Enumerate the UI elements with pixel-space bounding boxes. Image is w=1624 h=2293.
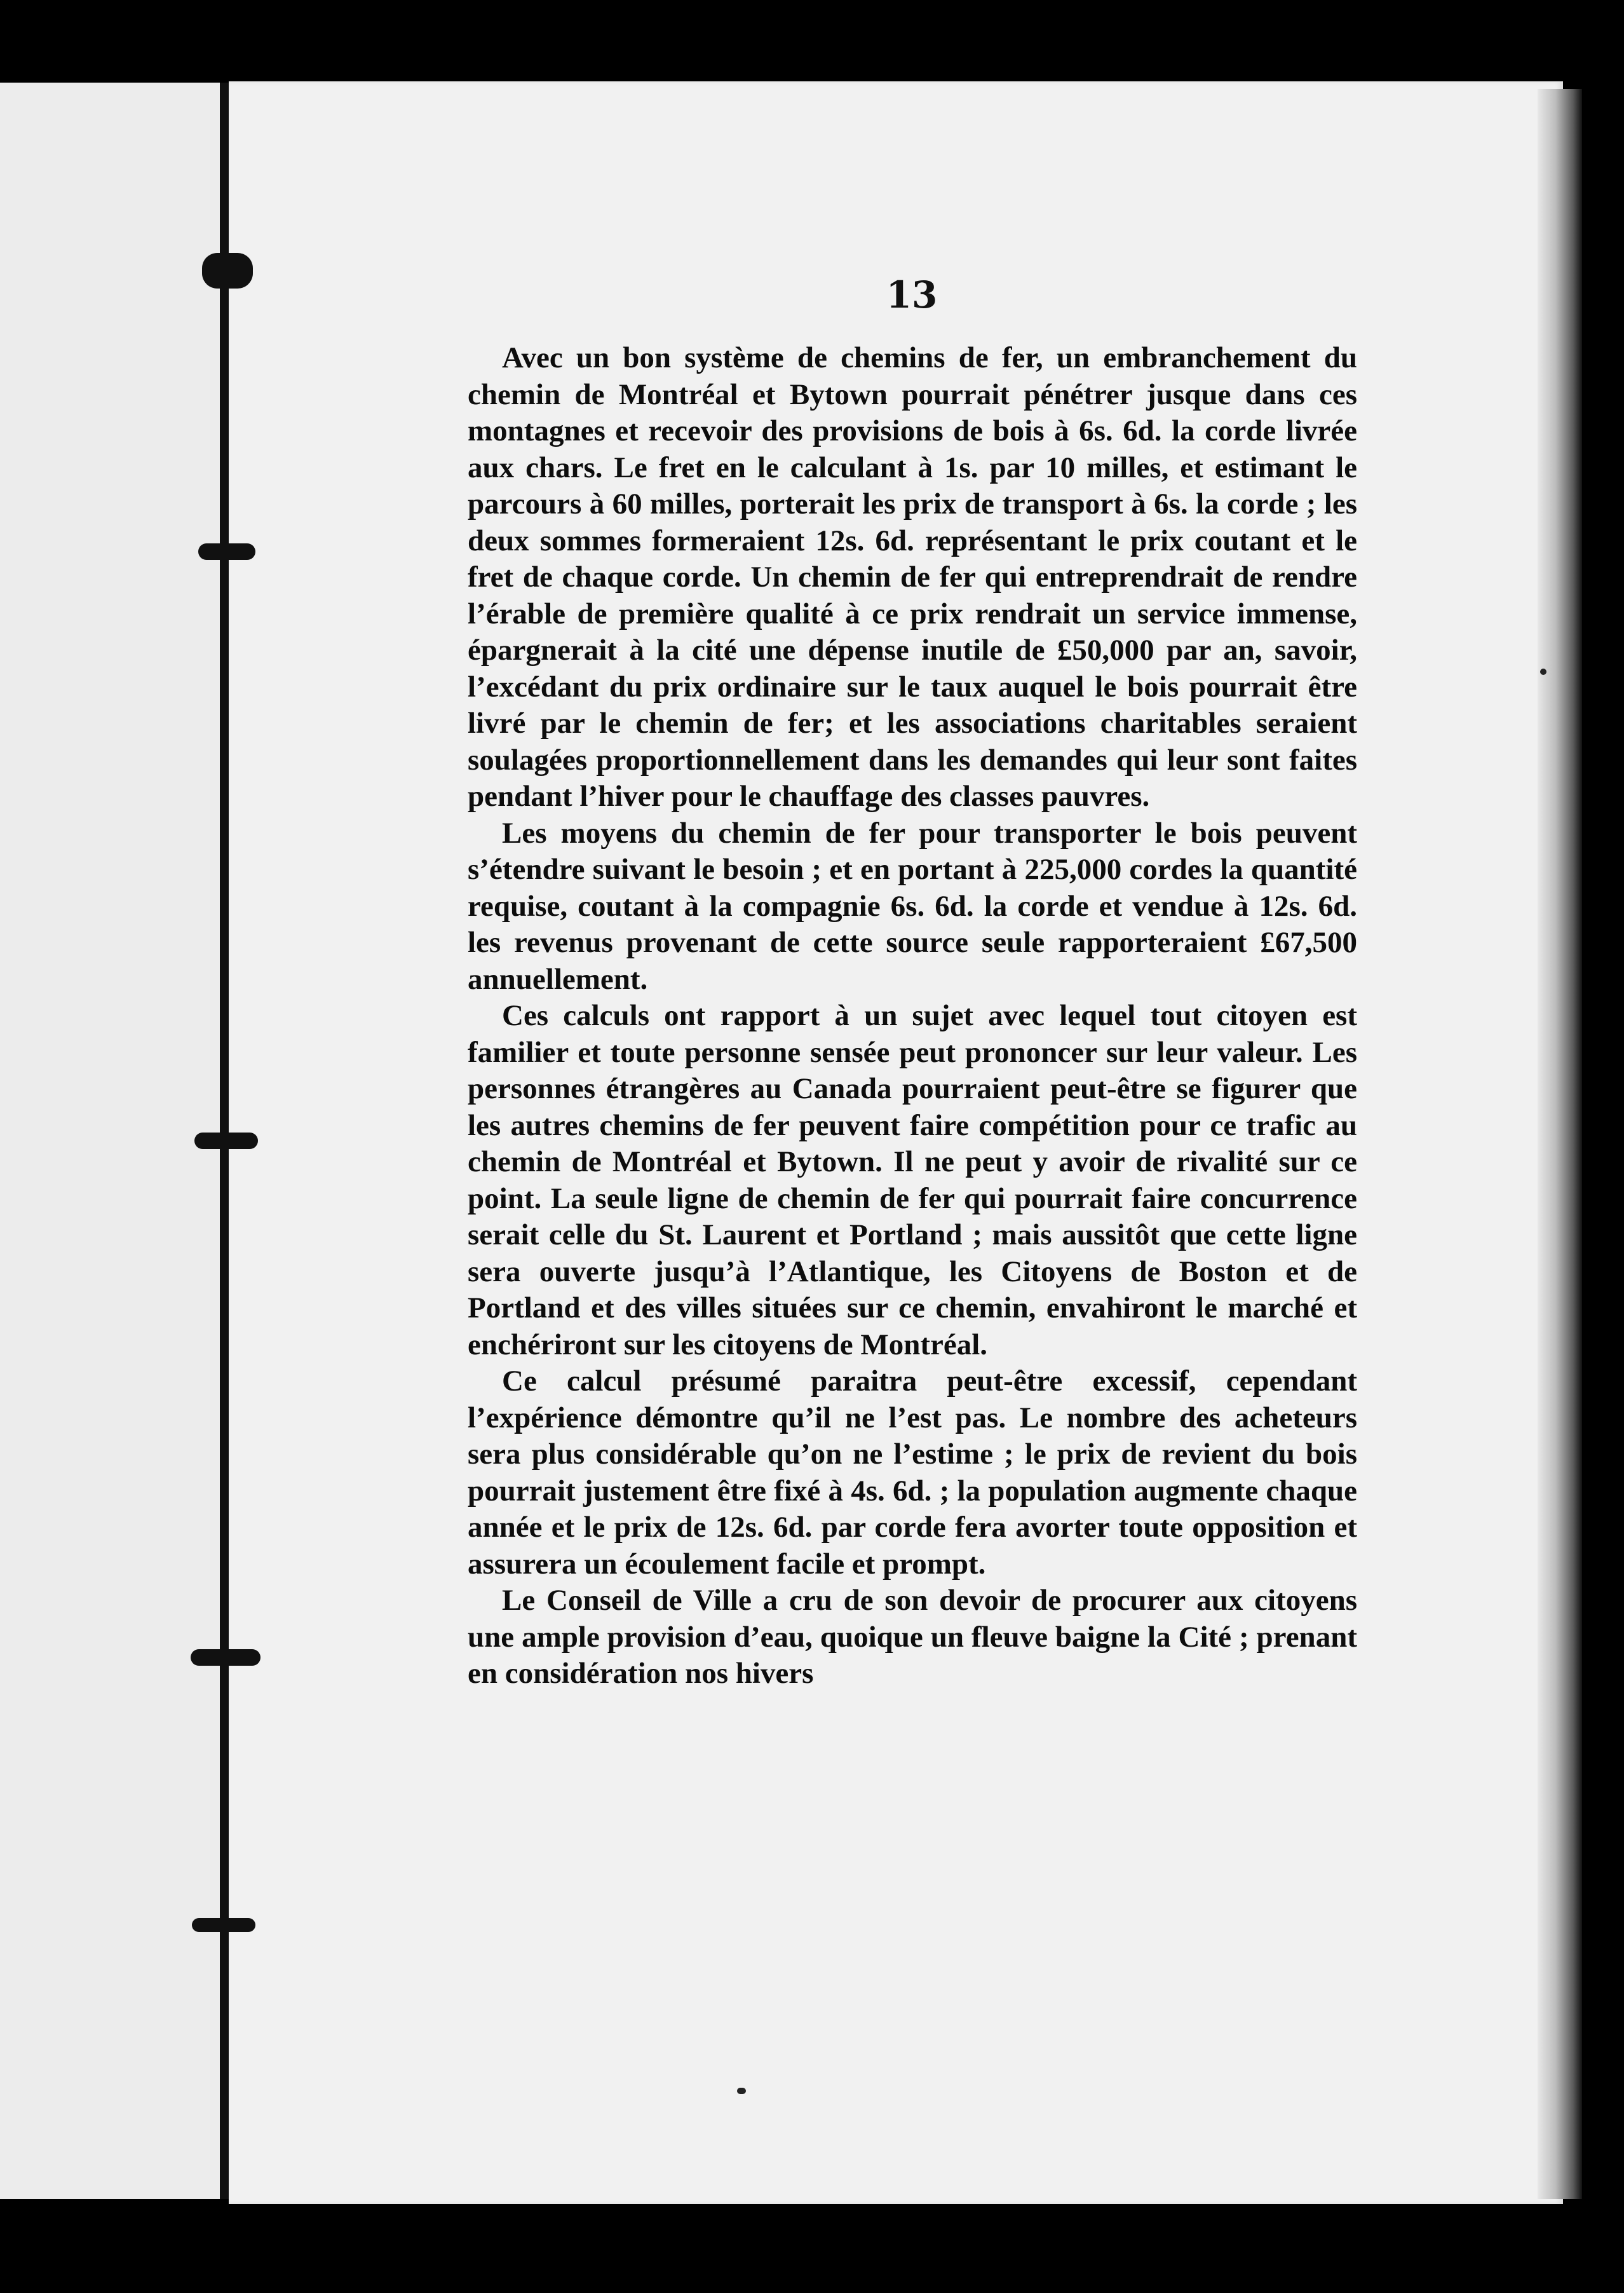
paragraph: Ce calcul présumé paraitra peut-être excessif, cependant l’expérience démontre qu’il ne l’est pas. Le nombre des acheteurs sera plus considérable qu’on ne l’estime ; le prix de revient du bois pourrait justement être fixé à 4s. 6d. ; la population augmente chaque année et le prix de 12s. 6d. par corde fera avorter toute opposition et assurera un écoulement facile et prompt.	[468, 1364, 1357, 1581]
binding-stitch	[202, 253, 253, 289]
binding-stitch	[192, 1918, 255, 1932]
body-text	[468, 340, 1357, 1692]
binding-stitch	[191, 1649, 261, 1666]
paragraph: Les moyens du chemin de fer pour transporter le bois peuvent s’étendre suivant le besoin ; et en portant à 225,000 cordes la quantité requise, coutant à la compagnie 6s. 6d. la corde et vendue à 12s. 6d. les revenus provenant de cette source seule rapporteraient £67,500 annuellement.	[468, 816, 1357, 996]
page-number: 13	[886, 273, 938, 316]
ink-speck	[737, 2088, 746, 2094]
ink-speck	[1540, 669, 1546, 675]
paragraph: Le Conseil de Ville a cru de son devoir de procurer aux citoyens une ample provision d’eau, quoique un fleuve baigne la Cité ; prenant en considération nos hivers	[468, 1584, 1357, 1690]
page-edge-shadow	[1538, 89, 1582, 2199]
binding-stitch	[198, 543, 255, 560]
paragraph: Ces calculs ont rapport à un sujet avec lequel tout citoyen est familier et toute personne sensée peut prononcer sur leur valeur. Les personnes étrangères au Canada pourraient peut-être se figurer que les autres chemins de fer peuvent faire compétition pour ce trafic au chemin de Montréal et Bytown. Il ne peut y avoir de rivalité sur ce point. La seule ligne de chemin de fer qui pourrait faire concurrence serait celle du St. Laurent et Portland ; mais aussitôt que cette ligne sera ouverte jusqu’à l’Atlantique, les Citoyens de Boston et de Portland et des villes situées sur ce chemin, envahiront le marché et enchériront sur les citoyens de Montréal.	[468, 999, 1357, 1361]
paragraph: Avec un bon système de chemins de fer, un embranchement du chemin de Montréal et Bytown pourrait pénétrer jusque dans ces montagnes et recevoir des provisions de bois à 6s. 6d. la corde livrée aux chars. Le fret en le calculant à 1s. par 10 milles, et estimant le parcours à 60 milles, porterait les prix de transport à 6s. la corde ; les deux sommes formeraient 12s. 6d. représentant le prix coutant et le fret de chaque corde. Un chemin de fer qui entreprendrait de rendre l’érable de première qualité à ce prix rendrait un service immense, épargnerait à la cité une dépense inutile de £50,000 par an, savoir, l’excédant du prix ordinaire sur le taux auquel le bois pourrait être livré par le chemin de fer; et les associations charitables seraient soulagées proportionnellement dans les demandes qui leur sont faites pendant l’hiver pour le chauffage des classes pauvres.	[468, 341, 1357, 813]
binding-stitch	[194, 1133, 258, 1149]
